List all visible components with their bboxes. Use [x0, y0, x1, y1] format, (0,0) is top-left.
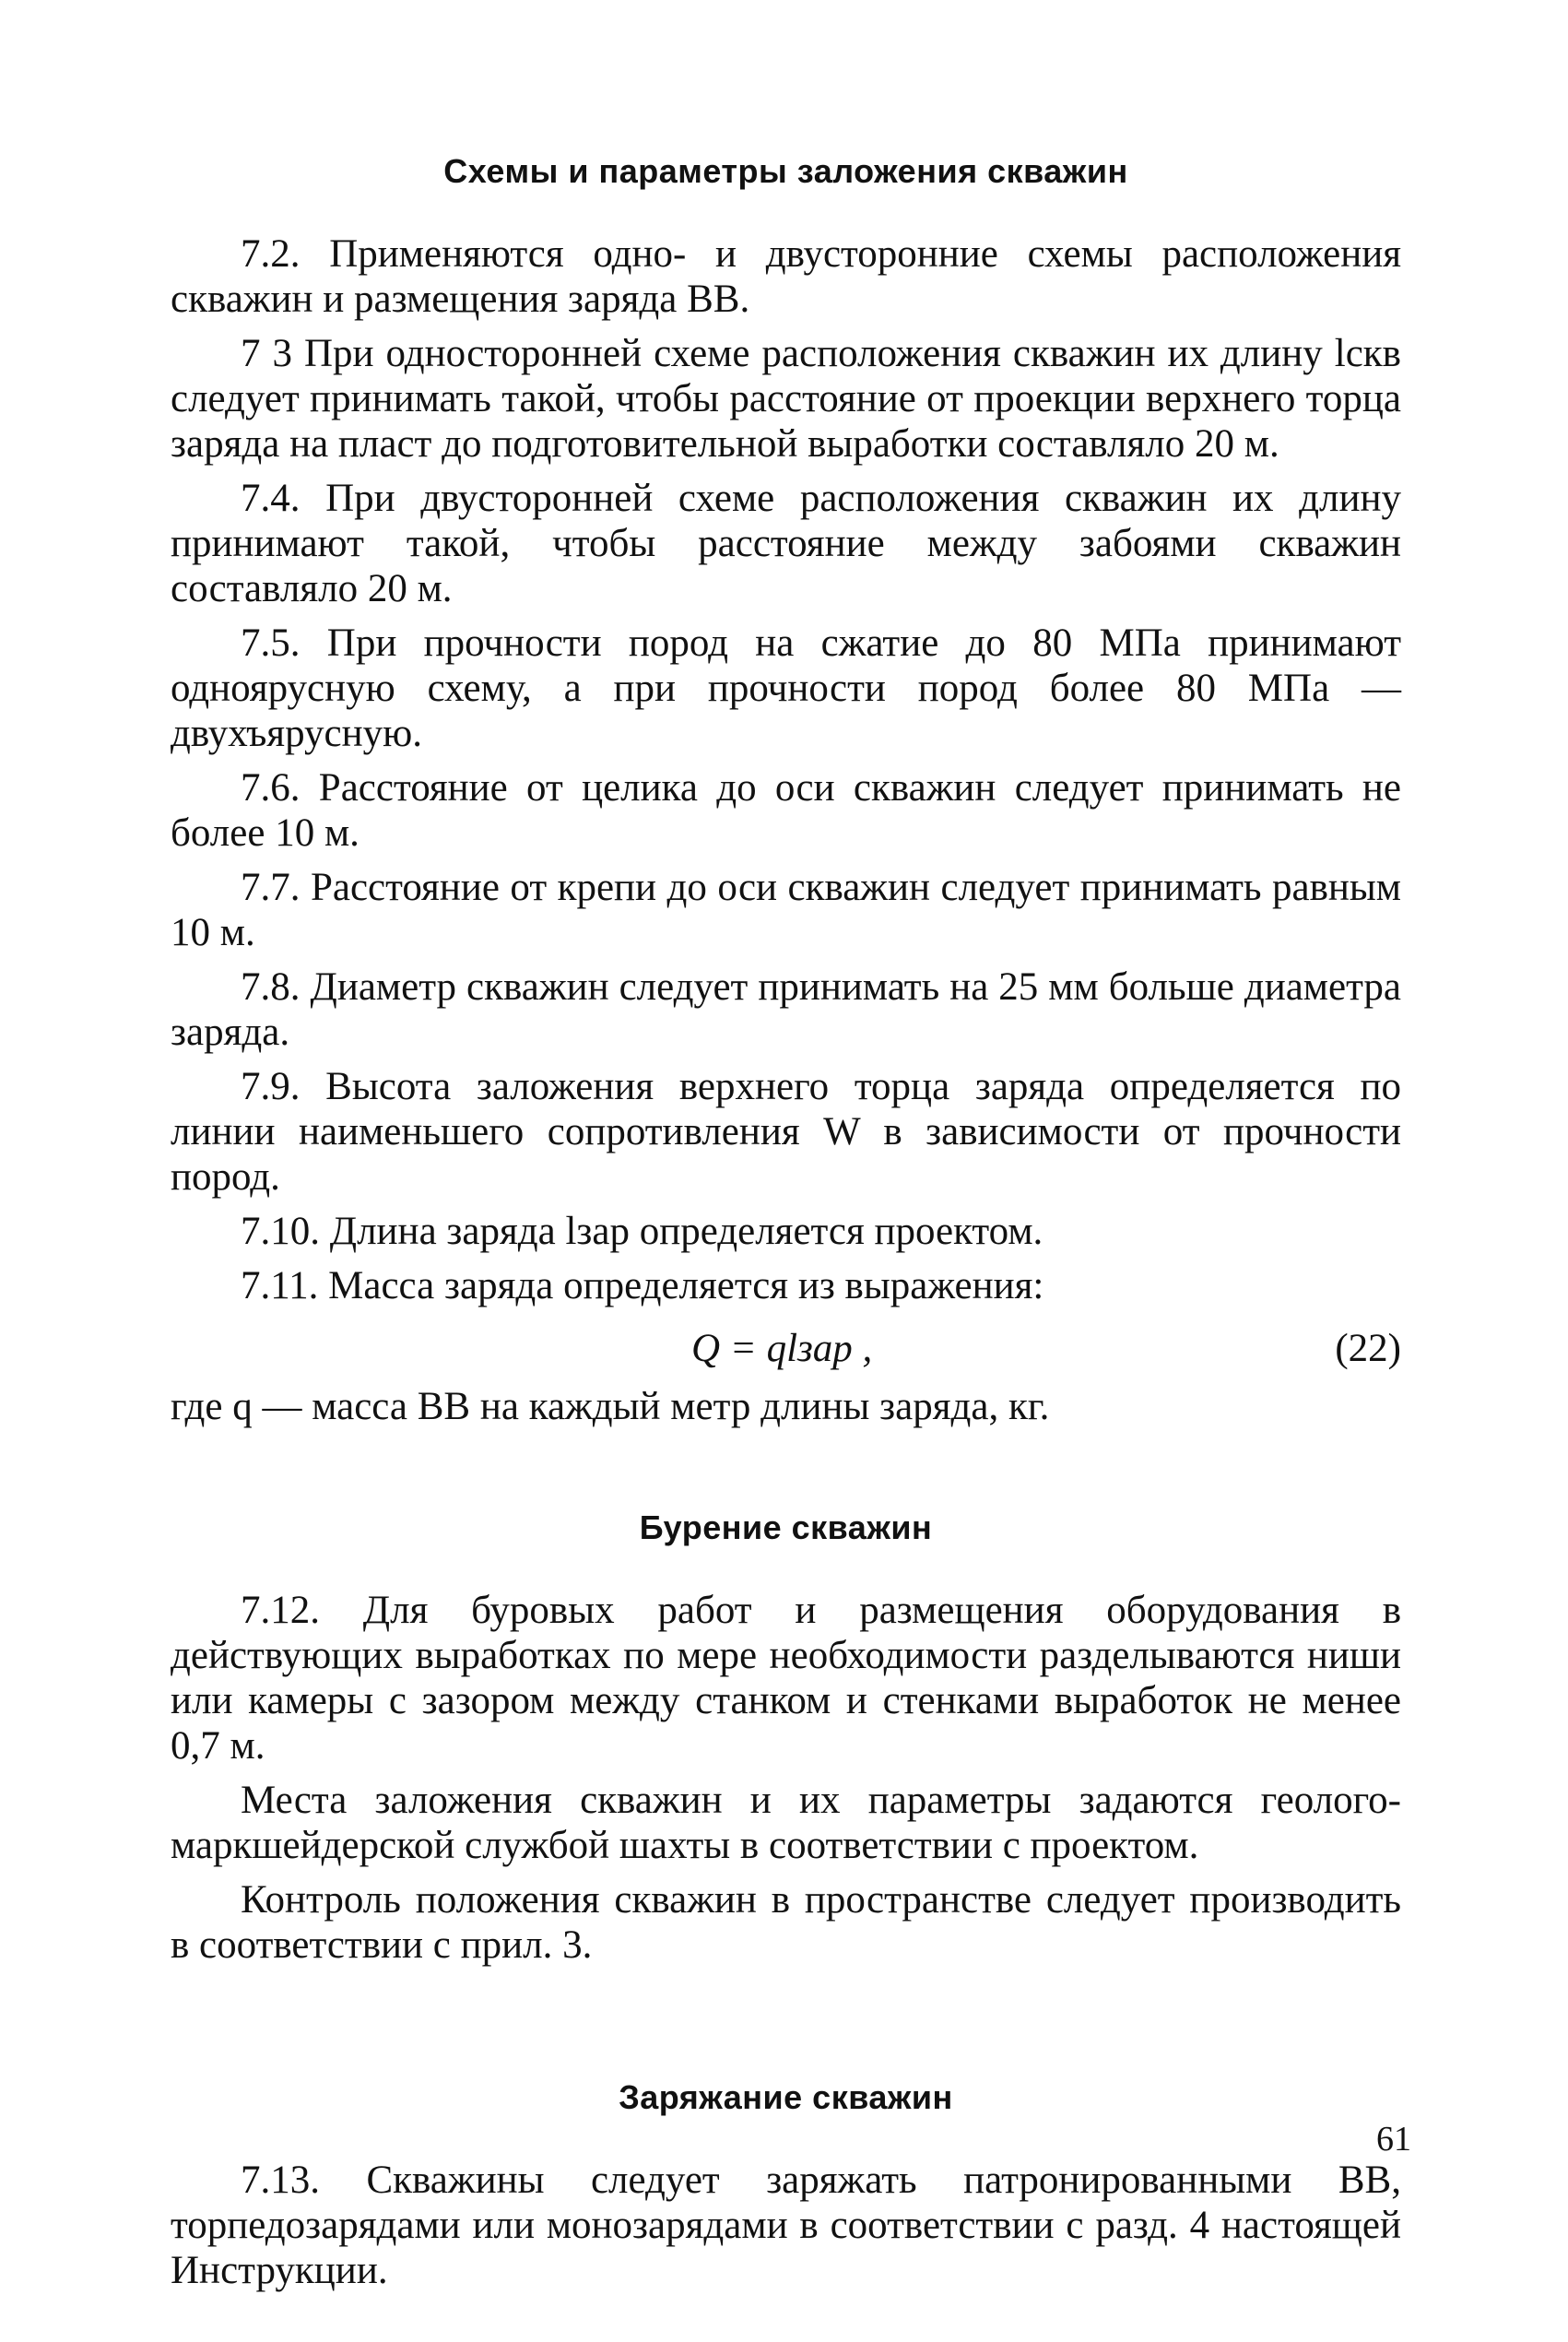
paragraph-7-13: 7.13. Скважины следует заряжать патронированными ВВ, торпедозарядами или монозарядами в соответствии с разд. 4 настоящей Инструкции.: [171, 2159, 1401, 2292]
paragraph-7-11: 7.11. Масса заряда определяется из выражения:: [241, 1264, 1044, 1307]
paragraph-7-4: 7.4. При двусторонней схеме расположения скважин их длину принимают такой, чтобы расстояние между забоями скважин составляло 20 м.: [171, 477, 1401, 610]
paragraph-7-10: 7.10. Длина заряда lзар определяется проектом.: [241, 1210, 1043, 1253]
paragraph-7-8: 7.8. Диаметр скважин следует принимать на 25 мм больше диаметра заряда.: [171, 965, 1401, 1054]
charge-mass-formula: Q = qlзар ,: [691, 1327, 873, 1370]
section-heading-borehole-schemes: Схемы и параметры заложения скважин: [443, 152, 1128, 190]
page-number: 61: [1376, 2120, 1411, 2159]
document-page: [171, 152, 1401, 2302]
paragraph-borehole-control: Контроль положения скважин в пространстве следует производить в соответствии с прил. 3.: [171, 1878, 1401, 1967]
section-spacer: [171, 1977, 1401, 2078]
paragraph-7-5: 7.5. При прочности пород на сжатие до 80 МПа принимают одноярусную схему, а при прочности пород более 80 МПа — двухъярусную.: [171, 621, 1401, 755]
formula-number: (22): [1335, 1327, 1401, 1370]
section-heading-charging: Заряжание скважин: [619, 2078, 953, 2116]
paragraph-7-7: 7.7. Расстояние от крепи до оси скважин следует принимать равным 10 м.: [171, 866, 1401, 954]
formula-note: где q — масса ВВ на каждый метр длины заряда, кг.: [171, 1385, 1050, 1428]
formula-row: [171, 1318, 1401, 1380]
paragraph-7-9: 7.9. Высота заложения верхнего торца заряда определяется по линии наименьшего сопротивления W в зависимости от прочности пород.: [171, 1065, 1401, 1199]
paragraph-7-2: 7.2. Применяются одно- и двусторонние схемы расположения скважин и размещения заряда ВВ.: [171, 232, 1401, 321]
section-heading-drilling: Бурение скважин: [639, 1508, 933, 1546]
paragraph-7-3: 7 3 При односторонней схеме расположения скважин их длину lскв следует принимать такой, чтобы расстояние от проекции верхнего торца заряда на пласт до подготовительной выработки составляло 20 м.: [171, 332, 1401, 466]
paragraph-7-12: 7.12. Для буровых работ и размещения оборудования в действующих выработках по мере необходимости разделываются ниши или камеры с зазором между станком и стенками выработок не менее 0,7 м.: [171, 1589, 1401, 1768]
section-spacer: [171, 1429, 1401, 1508]
paragraph-7-6: 7.6. Расстояние от целика до оси скважин следует принимать не более 10 м.: [171, 766, 1401, 855]
paragraph-borehole-locations: Места заложения скважин и их параметры задаются геолого-маркшейдерской службой шахты в соответствии с проектом.: [171, 1779, 1401, 1867]
